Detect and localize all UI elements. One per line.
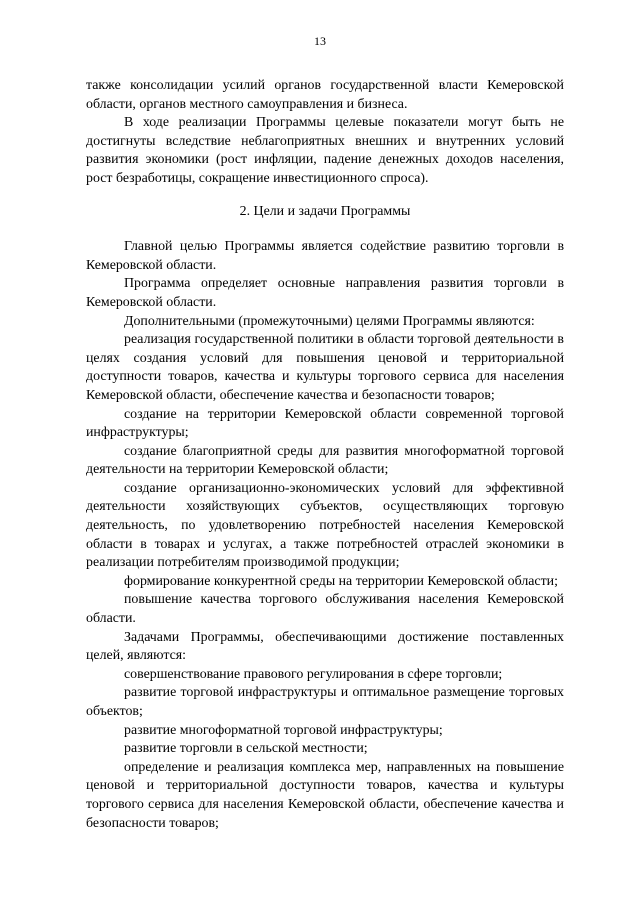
paragraph: развитие торговли в сельской местности; [124,741,368,757]
paragraph: В ходе реализации Программы целевые показатели могут быть не достигнуты вследствие неблагоприятных внешних и внутренних условий развития экономики (рост инфляции, падение денежных доходов населения, рост безработицы, сокращение инвестиционного спроса). [86,115,564,186]
paragraph: Задачами Программы, обеспечивающими достижение поставленных целей, являются: [86,629,564,664]
paragraph: реализация государственной политики в области торговой деятельности в целях создания условий для повышения ценовой и территориальной доступности товаров, качества и культуры торгового сервиса для населения Кемеровской области, обеспечение качества и безопасности товаров; [86,332,564,403]
paragraph: создание на территории Кемеровской области современной торговой инфраструктуры; [86,406,564,441]
paragraph: формирование конкурентной среды на территории Кемеровской области; [124,573,558,589]
intro-paragraphs [86,77,564,189]
paragraph: Программа определяет основные направления развития торговли в Кемеровской области. [86,276,564,310]
paragraph: также консолидации усилий органов государственной власти Кемеровской области, органов местного самоуправления и бизнеса. [86,78,564,112]
paragraph: повышение качества торгового обслуживания населения Кемеровской области. [86,592,564,627]
paragraph: развитие торговой инфраструктуры и оптимальное размещение торговых объектов; [86,685,564,719]
paragraph: Главной целью Программы является содействие развитию торговли в Кемеровской области. [86,239,564,273]
section-paragraphs [86,238,564,833]
document-body [86,77,564,833]
paragraph: создание организационно-экономических условий для эффективной деятельности хозяйствующих субъектов, осуществляющих торговую деятельность, по удовлетворению потребностей населения Кемеровской области в товарах и услугах, а также потребностей отраслей экономики в реализации потребителям производимой продукции; [86,480,564,571]
paragraph: Дополнительными (промежуточными) целями Программы являются: [124,313,535,329]
paragraph: определение и реализация комплекса мер, направленных на повышение ценовой и территориальной доступности товаров, качества и культуры торгового сервиса для населения Кемеровской области, обеспечение качества и безопасности товаров; [86,759,564,831]
page-number: 13 [314,34,326,48]
paragraph: совершенствование правового регулирования в сфере торговли; [124,666,503,682]
paragraph: создание благоприятной среды для развития многоформатной торговой деятельности на территории Кемеровской области; [86,443,564,478]
section-heading: 2. Цели и задачи Программы [239,203,411,219]
paragraph: развитие многоформатной торговой инфраструктуры; [124,722,443,738]
